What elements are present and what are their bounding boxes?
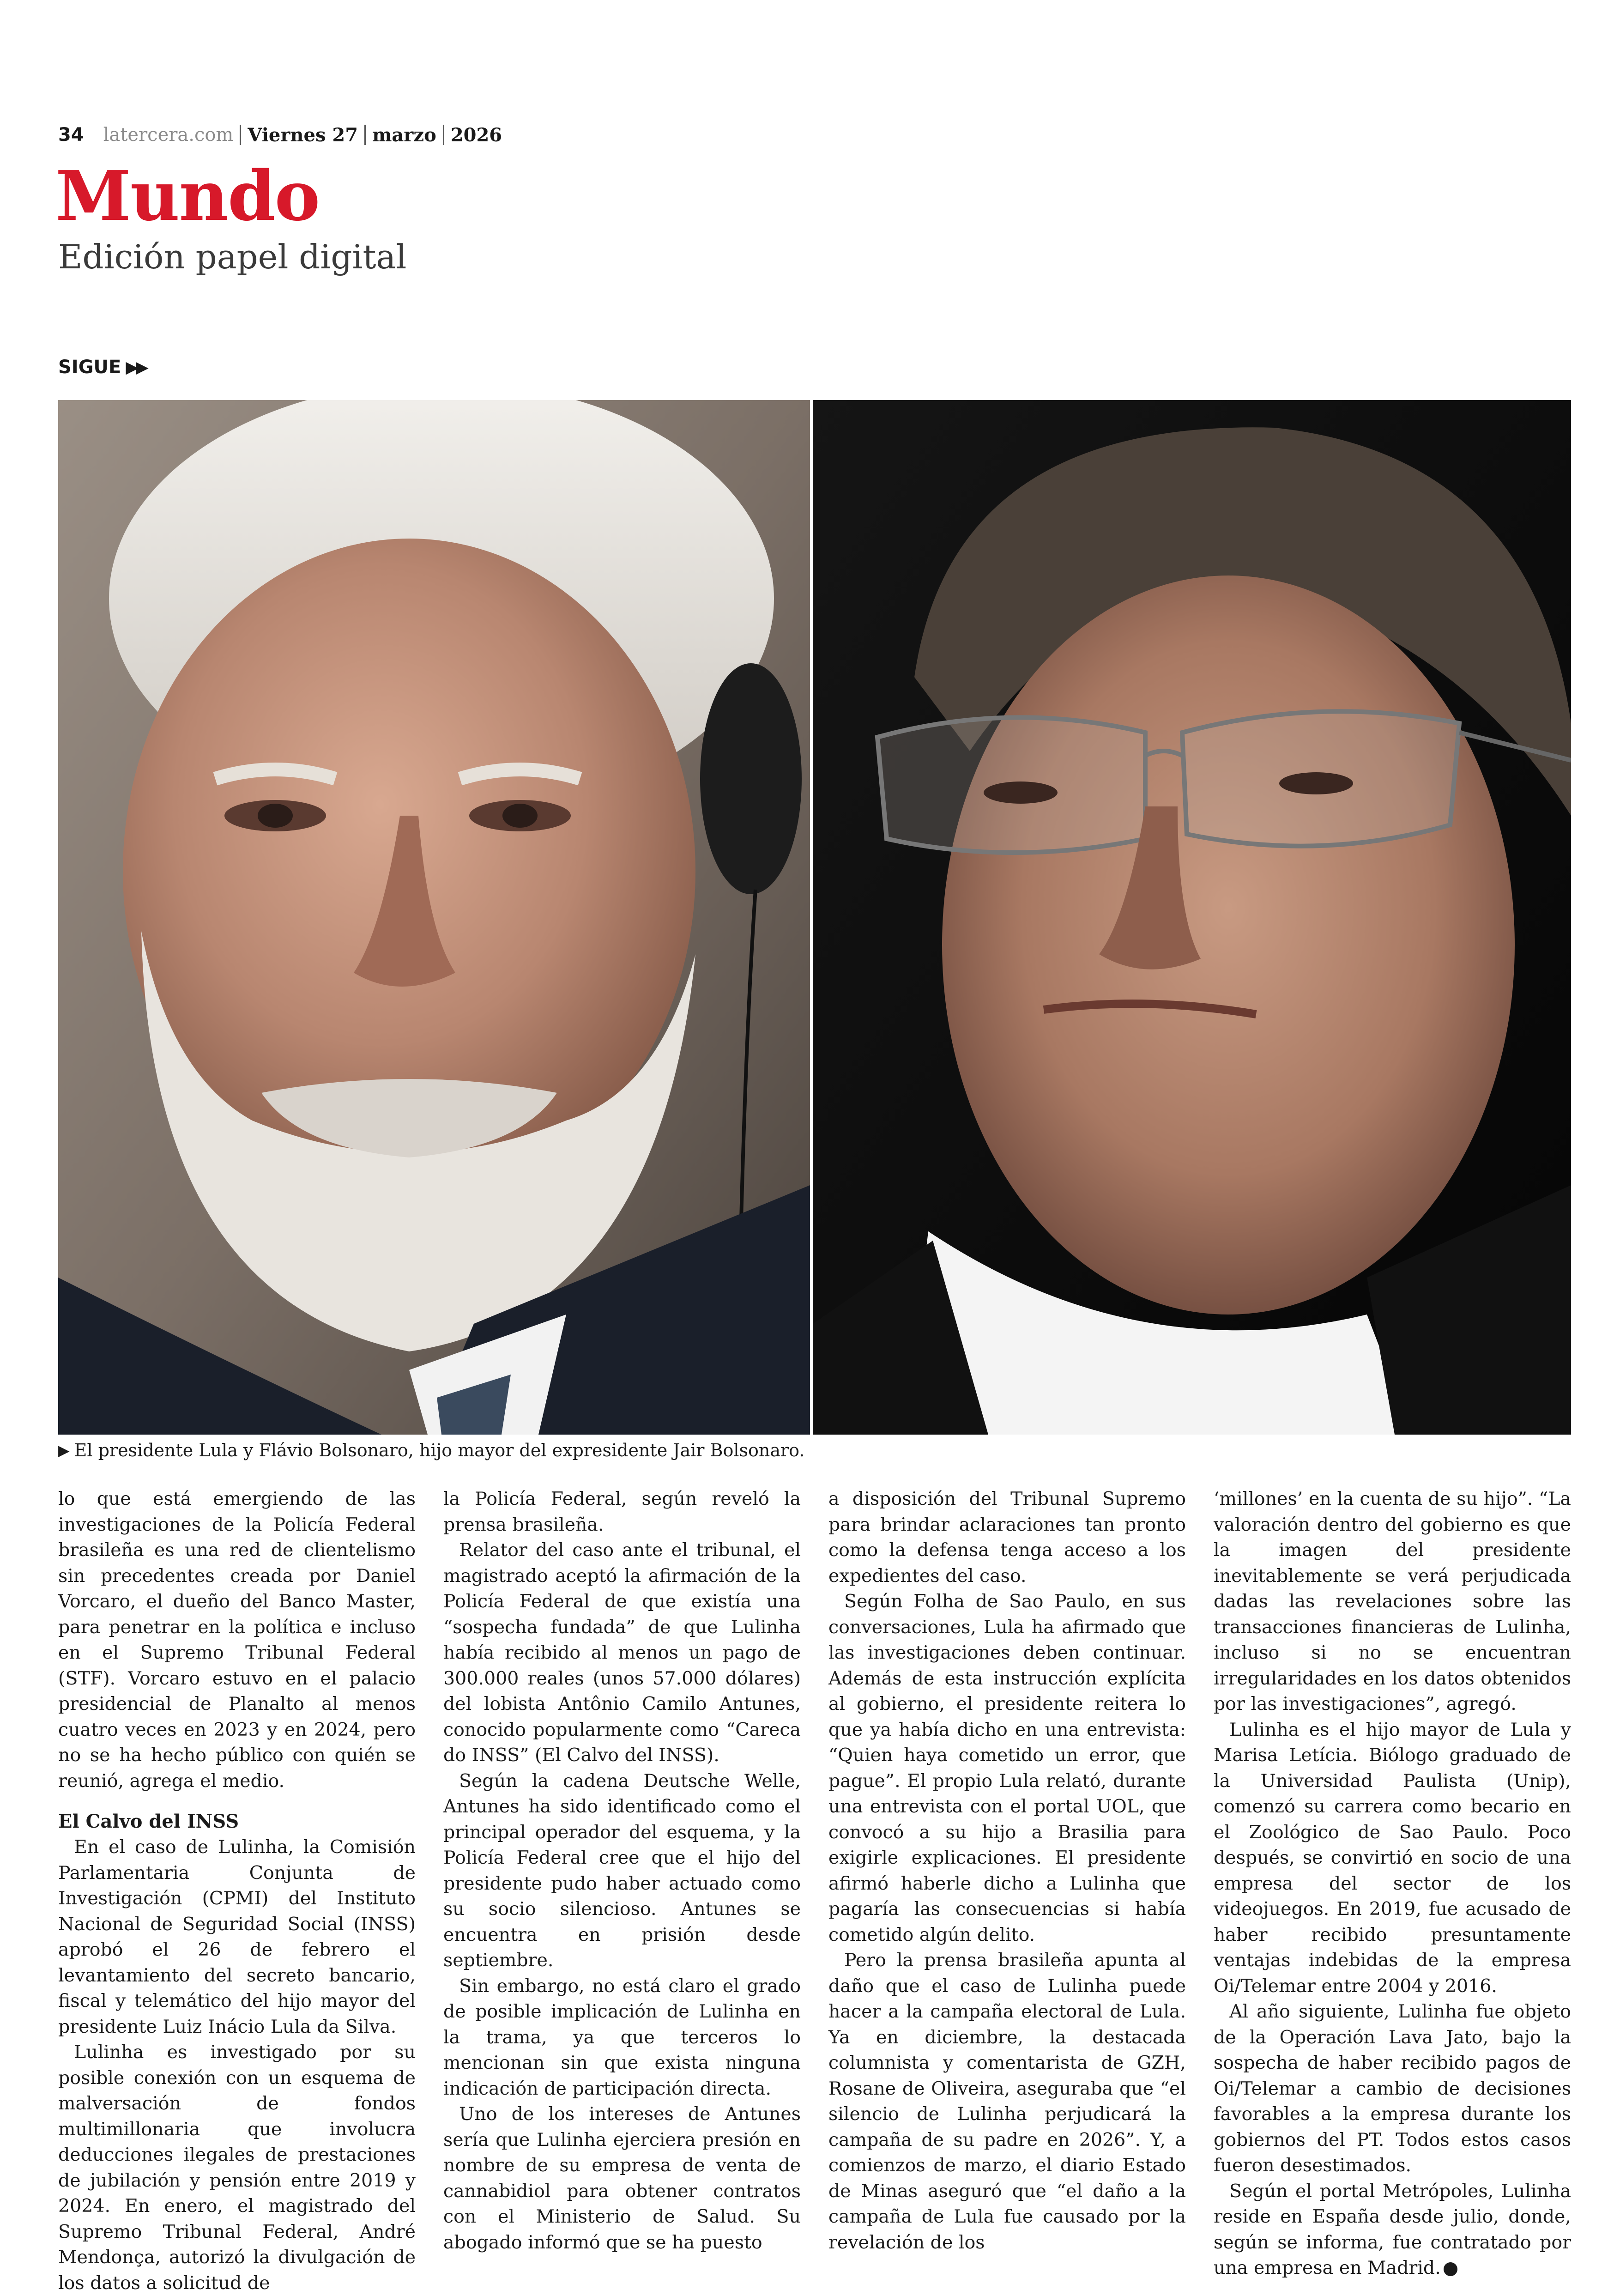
paragraph: En el caso de Lulinha, la Comisión Parlamentaria Conjunta de Investigación (CPMI) del Instituto Nacional de Seguridad Social (INSS) aprobó el 26 de febrero el levantamiento del secreto bancario, fiscal y telemático del hijo mayor del presidente Luiz Inácio Lula da Silva. bbox=[58, 1836, 416, 2037]
paragraph: Sin embargo, no está claro el grado de posible implicación de Lulinha en la trama, ya que terceros lo mencionan sin que exista ninguna indicación de participación directa. bbox=[443, 1975, 801, 2099]
paragraph: ‘millones’ en la cuenta de su hijo”. “La valoración dentro del gobierno es que la imagen del presidente inevitablemente se verá perjudicada dadas las revelaciones sobre las transacciones financieras de Lulinha, incluso si no se encuentran irregularidades en los datos obtenidos por las investigaciones”, agregó. bbox=[1214, 1488, 1571, 1714]
paragraph bbox=[1214, 2179, 1571, 2281]
portrait-lula-image bbox=[58, 400, 810, 1435]
section-subtitle: Edición papel digital bbox=[58, 237, 407, 276]
article-body bbox=[58, 1486, 1571, 2294]
photo-lula bbox=[58, 400, 810, 1435]
paragraph-text: Según el portal Metrópoles, Lulinha reside en España desde julio, donde, según se informa, fue contratado por una empresa en Madrid. bbox=[1214, 2180, 1571, 2278]
caption-text: El presidente Lula y Flávio Bolsonaro, hijo mayor del expresidente Jair Bolsonaro. bbox=[74, 1440, 805, 1460]
article-subhead: El Calvo del INSS bbox=[58, 1811, 239, 1832]
folio-divider bbox=[240, 125, 241, 145]
paragraph: lo que está emergiendo de las investigaciones de la Policía Federal brasileña es una red de clientelismo sin precedentes creada por Daniel Vorcaro, el dueño del Banco Master, para penetrar en la política e incluso en el Supremo Tribunal Federal (STF). Vorcaro estuvo en el palacio presidencial de Planalto al menos cuatro veces en 2023 y en 2024, pero no se ha hecho público con quién se reunió, agrega el medio. bbox=[58, 1488, 416, 1792]
section-title: Mundo bbox=[55, 156, 320, 236]
paragraph: Pero la prensa brasileña apunta al daño que el caso de Lulinha puede hacer a la campaña electoral de Lula. Ya en diciembre, la destacada columnista y comentarista de GZH, Rosane de Oliveira, aseguraba que “el silencio de Lulinha perjudicará la campaña de su padre en 2026”. Y, a comienzos de marzo, el diario Estado de Minas aseguró que “el daño a la campaña de Lula fue causado por la revelación de los bbox=[828, 1950, 1186, 2253]
continue-label: SIGUE bbox=[58, 357, 121, 378]
paragraph: a disposición del Tribunal Supremo para brindar aclaraciones tan pronto como la defensa tenga acceso a los expedientes del caso. bbox=[828, 1488, 1186, 1587]
page-number: 34 bbox=[58, 124, 84, 145]
paragraph: Relator del caso ante el tribunal, el magistrado aceptó la afirmación de la Policía Federal de que existía una “sospecha fundada” de que Lulinha había recibido al menos un pago de 300.000 reales (unos 57.000 dólares) del lobista Antônio Camilo Antunes, conocido popularmente como “Careca do INSS” (El Calvo del INSS). bbox=[443, 1539, 801, 1766]
folio-divider bbox=[364, 125, 366, 145]
continue-marker bbox=[58, 357, 146, 378]
folio-year: 2026 bbox=[450, 124, 502, 146]
paragraph: Lulinha es el hijo mayor de Lula y Marisa Letícia. Biólogo graduado de la Universidad Paulista (Unip), comenzó su carrera como becario en el Zoológico de Sao Paulo. Poco después, se convirtió en socio de una empresa del sector de los videojuegos. En 2019, fue acusado de haber recibido presuntamente ventajas indebidas de la empresa Oi/Telemar entre 2004 y 2016. bbox=[1214, 1719, 1571, 1997]
triangle-right-icon: ▶ bbox=[58, 1442, 70, 1459]
double-triangle-right-icon: ▶▶ bbox=[126, 357, 146, 377]
photo-caption bbox=[58, 1440, 804, 1460]
site-name: latercera.com bbox=[103, 124, 234, 145]
portrait-flavio-bolsonaro-image bbox=[813, 400, 1571, 1435]
article-column-1 bbox=[58, 1486, 416, 2294]
paragraph: Uno de los intereses de Antunes sería que Lulinha ejerciera presión en nombre de su empresa de venta de cannabidiol para obtener contratos con el Ministerio de Salud. Su abogado informó que se ha puesto bbox=[443, 2103, 801, 2253]
end-of-article-dot-icon bbox=[1444, 2262, 1457, 2276]
paragraph: Lulinha es investigado por su posible conexión con un esquema de malversación de fondos multimillonaria que involucra deducciones ilegales de prestaciones de jubilación y pensión entre 2019 y 2024. En enero, el magistrado del Supremo Tribunal Federal, André Mendonça, autorizó la divulgación de los datos a solicitud de bbox=[58, 2042, 416, 2294]
article-column-4 bbox=[1214, 1486, 1571, 2278]
paragraph: Al año siguiente, Lulinha fue objeto de la Operación Lava Jato, bajo la sospecha de haber recibido pagos de Oi/Telemar a cambio de decisiones favorables a la empresa durante los gobiernos del PT. Todos estos casos fueron desestimados. bbox=[1214, 2001, 1571, 2176]
paragraph: la Policía Federal, según reveló la prensa brasileña. bbox=[443, 1488, 801, 1535]
folio-date: Viernes 27 bbox=[248, 124, 358, 146]
folio-month: marzo bbox=[372, 124, 436, 146]
paragraph: Según la cadena Deutsche Welle, Antunes ha sido identificado como el principal operador del esquema, y la Policía Federal cree que el hijo del presidente pudo haber actuado como su socio silencioso. Antunes se encuentra en prisión desde septiembre. bbox=[443, 1770, 801, 1971]
article-column-3 bbox=[828, 1486, 1186, 2253]
page-folio bbox=[58, 121, 502, 149]
paragraph: Según Folha de Sao Paulo, en sus conversaciones, Lula ha afirmado que las investigaciones deben continuar. Además de esta instrucción explícita al gobierno, el presidente reitera lo que ya había dicho en una entrevista: “Quien haya cometido un error, que pague”. El propio Lula relató, durante una entrevista con el portal UOL, que convocó a su hijo a Brasilia para exigirle explicaciones. El presidente afirmó haberle dicho a Lulinha que pagaría las consecuencias si había cometido algún delito. bbox=[828, 1591, 1186, 1945]
photo-flavio-bolsonaro bbox=[813, 400, 1571, 1435]
folio-divider bbox=[443, 125, 444, 145]
article-column-2 bbox=[443, 1486, 801, 2253]
